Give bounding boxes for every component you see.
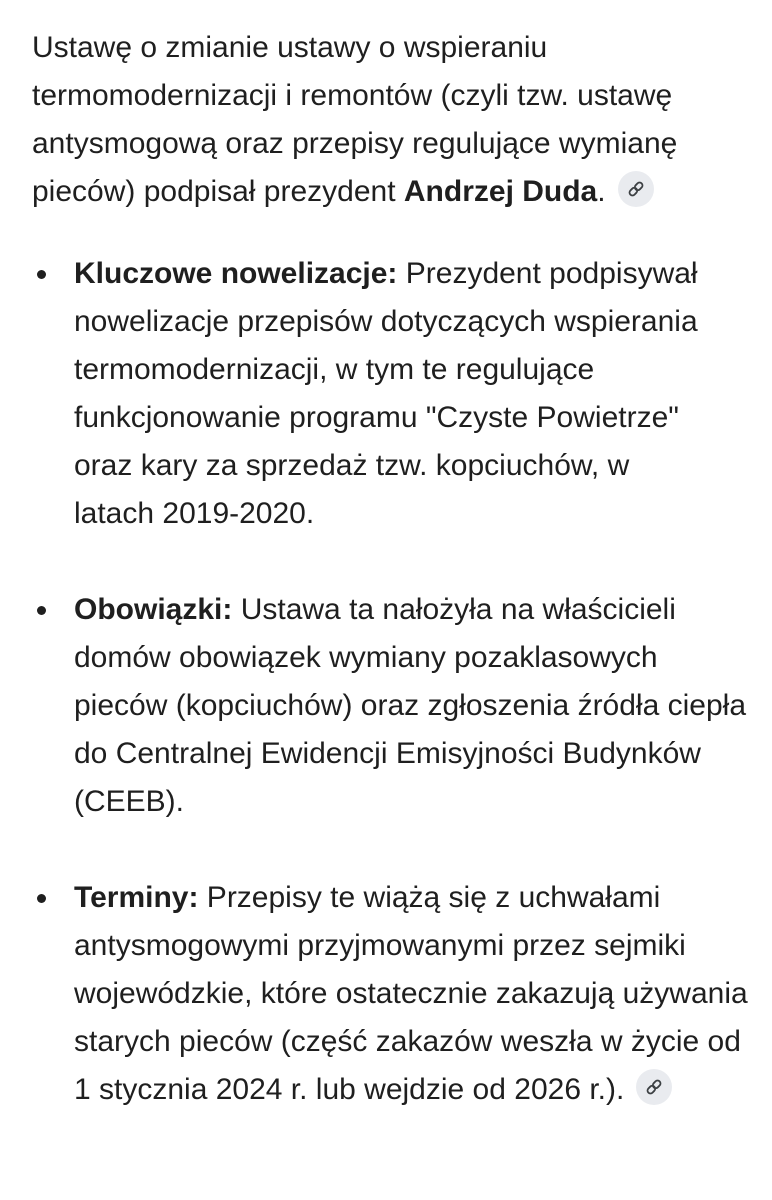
list-item-title: Kluczowe nowelizacje:: [74, 257, 398, 290]
bullet-dot: [37, 606, 46, 615]
link-icon[interactable]: [618, 171, 654, 207]
list-item: [32, 874, 754, 1114]
list-item-text: Prezydent podpisywał nowelizacje przepisów dotyczących wspierania termomodernizacji, w tym te regulujące funkcjonowanie programu "Czyste Powietrze" oraz kary za sprzedaż tzw. kopciuchów, w latach 2019-2020.: [74, 257, 698, 530]
list-item: [32, 586, 754, 826]
intro-paragraph: [32, 24, 722, 216]
list-item: [32, 250, 704, 538]
link-icon-glyph: [626, 179, 646, 199]
link-icon[interactable]: [636, 1069, 672, 1105]
list-item-text: Ustawa ta nałożyła na właścicieli domów obowiązek wymiany pozaklasowych pieców (kopciuchów) oraz zgłoszenia źródła ciepła do Centralnej Ewidencji Emisyjności Budynków (CEEB).: [74, 593, 746, 818]
list-item-title: Obowiązki:: [74, 593, 233, 626]
bullet-dot: [37, 894, 46, 903]
list-item-title: Terminy:: [74, 881, 199, 914]
link-icon-glyph: [644, 1077, 664, 1097]
intro-text: Ustawę o zmianie ustawy o wspieraniu termomodernizacji i remontów (czyli tzw. ustawę antysmogową oraz przepisy regulujące wymianę pieców) podpisał prezydent: [32, 31, 678, 208]
bullet-dot: [37, 270, 46, 279]
intro-end: .: [597, 175, 606, 208]
intro-bold-name: Andrzej Duda: [403, 175, 598, 208]
list-item-text: Przepisy te wiążą się z uchwałami antysmogowymi przyjmowanymi przez sejmiki wojewódzkie, które ostatecznie zakazują używania starych pieców (część zakazów weszła w życie od 1 stycznia 2024 r. lub wejdzie od 2026 r.).: [74, 881, 748, 1106]
response-content: [32, 24, 748, 1114]
bullet-list: [32, 250, 748, 1114]
